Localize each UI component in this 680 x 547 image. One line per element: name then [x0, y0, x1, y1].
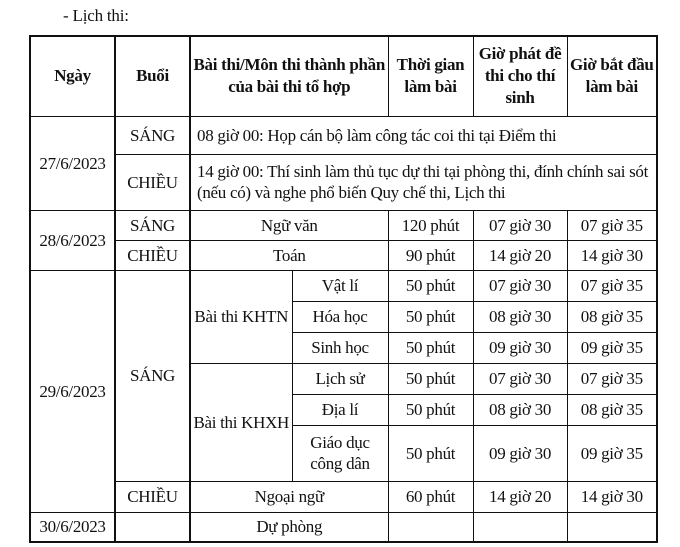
session-cell: CHIỀU — [115, 481, 190, 512]
start-cell — [567, 512, 657, 542]
subject-cell: Hóa học — [292, 301, 388, 332]
header-date: Ngày — [30, 36, 115, 116]
group-cell: Bài thi KHXH — [190, 363, 292, 481]
subject-cell: Dự phòng — [190, 512, 388, 542]
note-cell: 14 giờ 00: Thí sinh làm thủ tục dự thi tại phòng thi, đính chính sai sót (nếu có) và nghe phổ biến Quy chế thi, Lịch thi — [190, 154, 657, 210]
start-cell: 09 giờ 35 — [567, 332, 657, 363]
subject-cell: Ngoại ngữ — [190, 481, 388, 512]
table-row — [30, 481, 657, 512]
table-row — [30, 154, 657, 210]
session-cell: SÁNG — [115, 210, 190, 240]
duration-cell: 50 phút — [388, 425, 473, 481]
duration-cell — [388, 512, 473, 542]
start-cell: 14 giờ 30 — [567, 481, 657, 512]
release-cell: 08 giờ 30 — [473, 301, 567, 332]
session-cell: CHIỀU — [115, 240, 190, 270]
release-cell — [473, 512, 567, 542]
duration-cell: 50 phút — [388, 332, 473, 363]
duration-cell: 60 phút — [388, 481, 473, 512]
subject-cell: Lịch sử — [292, 363, 388, 394]
table-row — [30, 116, 657, 154]
duration-cell: 120 phút — [388, 210, 473, 240]
subject-cell: Toán — [190, 240, 388, 270]
note-cell: 08 giờ 00: Họp cán bộ làm công tác coi thi tại Điểm thi — [190, 116, 657, 154]
session-cell: SÁNG — [115, 270, 190, 481]
start-cell: 07 giờ 35 — [567, 210, 657, 240]
header-row — [30, 36, 657, 116]
header-session: Buổi — [115, 36, 190, 116]
duration-cell: 50 phút — [388, 301, 473, 332]
date-cell: 29/6/2023 — [30, 270, 115, 512]
date-cell: 30/6/2023 — [30, 512, 115, 542]
start-cell: 08 giờ 35 — [567, 394, 657, 425]
start-cell: 07 giờ 35 — [567, 270, 657, 301]
release-cell: 07 giờ 30 — [473, 210, 567, 240]
start-cell: 08 giờ 35 — [567, 301, 657, 332]
release-cell: 07 giờ 30 — [473, 363, 567, 394]
release-cell: 14 giờ 20 — [473, 481, 567, 512]
header-duration: Thời gian làm bài — [388, 36, 473, 116]
release-cell: 14 giờ 20 — [473, 240, 567, 270]
exam-schedule-table — [29, 35, 658, 543]
header-subject: Bài thi/Môn thi thành phần của bài thi tổ hợp — [190, 36, 388, 116]
section-label: - Lịch thi: — [63, 6, 129, 25]
header-release-time: Giờ phát đề thi cho thí sinh — [473, 36, 567, 116]
release-cell: 09 giờ 30 — [473, 332, 567, 363]
start-cell: 09 giờ 35 — [567, 425, 657, 481]
group-cell: Bài thi KHTN — [190, 270, 292, 363]
subject-cell: Sinh học — [292, 332, 388, 363]
header-start-time: Giờ bắt đầu làm bài — [567, 36, 657, 116]
duration-cell: 50 phút — [388, 363, 473, 394]
table-row — [30, 512, 657, 542]
release-cell: 07 giờ 30 — [473, 270, 567, 301]
subject-cell: Ngữ văn — [190, 210, 388, 240]
date-cell: 27/6/2023 — [30, 116, 115, 210]
date-cell: 28/6/2023 — [30, 210, 115, 270]
session-cell: CHIỀU — [115, 154, 190, 210]
start-cell: 14 giờ 30 — [567, 240, 657, 270]
duration-cell: 90 phút — [388, 240, 473, 270]
release-cell: 08 giờ 30 — [473, 394, 567, 425]
subject-cell: Giáo dục công dân — [292, 425, 388, 481]
subject-cell: Vật lí — [292, 270, 388, 301]
table-row — [30, 240, 657, 270]
session-cell: SÁNG — [115, 116, 190, 154]
release-cell: 09 giờ 30 — [473, 425, 567, 481]
subject-cell: Địa lí — [292, 394, 388, 425]
start-cell: 07 giờ 35 — [567, 363, 657, 394]
duration-cell: 50 phút — [388, 270, 473, 301]
table-row — [30, 210, 657, 240]
duration-cell: 50 phút — [388, 394, 473, 425]
session-cell — [115, 512, 190, 542]
table-row — [30, 270, 657, 301]
